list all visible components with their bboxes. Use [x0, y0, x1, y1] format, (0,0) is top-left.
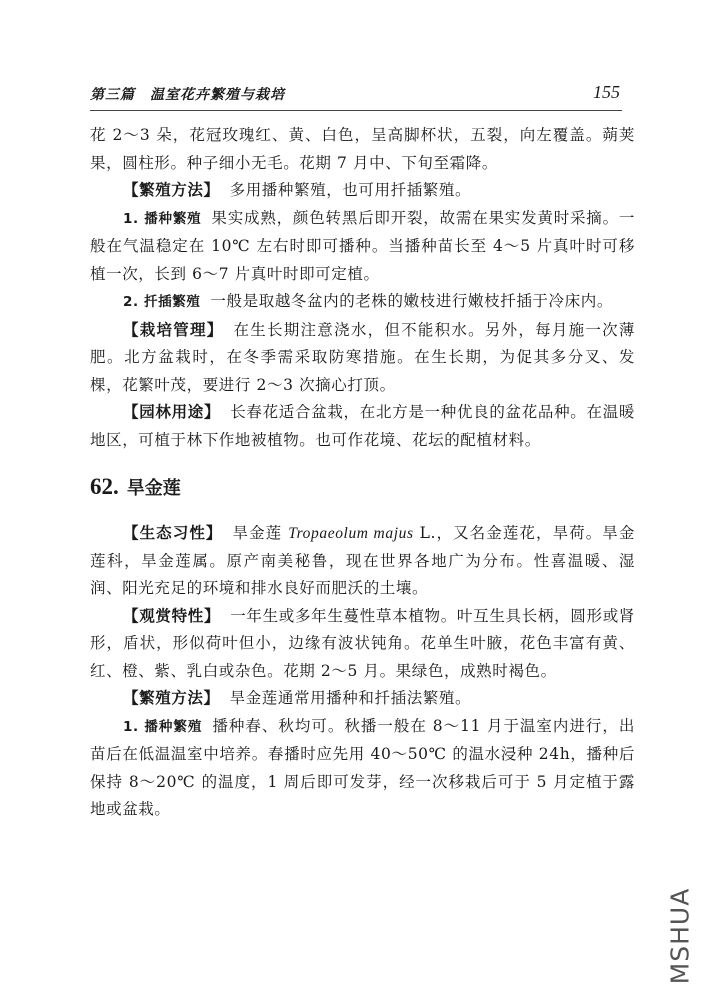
cutting-text: 一般是取越冬盆内的老株的嫩枝进行嫩枝扦插于冷床内。	[210, 292, 613, 310]
continued-paragraph: 花 2～3 朵，花冠玫瑰红、黄、白色，呈高脚杯状，五裂，向左覆盖。蒴荚果，圆柱形。种子细小无毛。花期 7 月中、下旬至霜降。	[90, 126, 635, 172]
sowing-label: 1. 播种繁殖	[123, 210, 202, 227]
landscape-use-paragraph	[90, 399, 635, 454]
ecology-label: 【生态习性】	[123, 524, 223, 542]
sowing-label-2: 1. 播种繁殖	[123, 718, 203, 735]
page-number: 155	[593, 82, 620, 102]
latin-name: Tropaeolum majus	[288, 525, 414, 542]
chapter-title: 第三篇 温室花卉繁殖与栽培	[90, 87, 285, 103]
ornamental-paragraph	[90, 603, 635, 686]
propagation-text-2: 旱金莲通常用播种和扦插法繁殖。	[229, 689, 472, 707]
cultivation-text: 在生长期注意浇水，但不能积水。另外，每月施一次薄肥。北方盆栽时，在冬季需采取防寒措施。在生长期，为促其多分叉、发棵，花繁叶茂，要进行 2～3 次摘心打顶。	[90, 320, 635, 394]
ecology-text-before: 旱金莲	[232, 524, 283, 542]
ecology-paragraph	[90, 520, 635, 603]
propagation-text: 多用播种繁殖，也可用扦插繁殖。	[229, 181, 472, 199]
sowing-text-2: 播种春、秋均可。秋播一般在 8～11 月于温室内进行，出苗后在低温温室中培养。春播时应先用 40～50℃ 的温水浸种 24h，播种后保持 8～20℃ 的温度，1 周后即可发芽，经一次移栽后可于 5 月定植于露地或盆栽。	[90, 716, 636, 818]
propagation-paragraph-2	[90, 685, 635, 713]
section-number: 62.	[90, 474, 119, 499]
cutting-label: 2. 扦插繁殖	[123, 294, 201, 310]
propagation-label: 【繁殖方法】	[123, 181, 220, 199]
propagation-paragraph	[90, 177, 635, 205]
sowing-paragraph-2	[90, 713, 635, 824]
sowing-paragraph	[90, 205, 635, 289]
section-title: 旱金莲	[126, 478, 181, 499]
cultivation-label: 【栽培管理】	[123, 320, 224, 339]
propagation-label-2: 【繁殖方法】	[123, 689, 220, 707]
landscape-use-label: 【园林用途】	[123, 403, 221, 421]
cutting-paragraph	[90, 288, 635, 317]
ecology-text-after: L.，又名金莲花，旱荷。旱金莲科，旱金莲属。原产南美秘鲁，现在世界各地广为分布。性喜温暖、湿润、阳光充足的环境和排水良好而肥沃的土壤。	[90, 524, 635, 597]
header-rule	[90, 110, 622, 111]
cultivation-paragraph	[90, 317, 635, 400]
watermark	[660, 882, 700, 990]
running-header	[90, 84, 620, 108]
page-body	[90, 122, 635, 824]
landscape-use-text: 长春花适合盆栽，在北方是一种优良的盆花品种。在温暖地区，可植于林下作地被植物。也可作花境、花坛的配植材料。	[90, 403, 635, 449]
section-heading	[90, 474, 635, 504]
ornamental-label: 【观赏特性】	[123, 606, 221, 625]
watermark-text: MSHUA	[665, 887, 695, 985]
ornamental-text: 一年生或多年生蔓性草本植物。叶互生具长柄，圆形或肾形，盾状，形似荷叶但小，边缘有波状钝角。花单生叶腋，花色丰富有黄、红、橙、紫、乳白或杂色。花期 2～5 月。果绿色，成熟时褐色。	[90, 606, 635, 680]
sowing-text: 果实成熟，颜色转黑后即开裂，故需在果实发黄时采摘。一般在气温稳定在 10℃ 左右时即可播种。当播种苗长至 4～5 片真叶时可移植一次，长到 6～7 片真叶时即可定植。	[90, 208, 635, 283]
